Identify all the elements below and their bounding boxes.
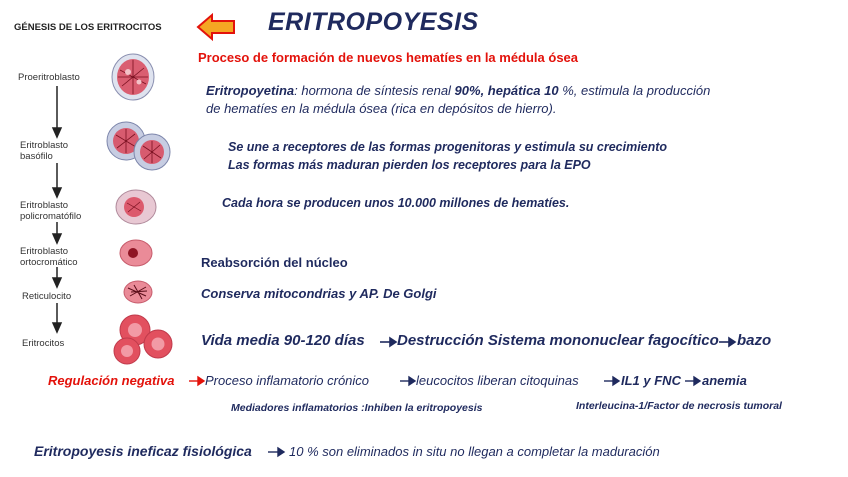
- ineffective-label: Eritropoyesis ineficaz fisiológica: [34, 443, 252, 459]
- production-text: Cada hora se producen unos 10.000 millones de hematíes.: [222, 196, 570, 210]
- stage-label-eritroblasto-basofilo: Eritroblasto basófilo: [20, 140, 69, 162]
- interleukin-text: Interleucina-1/Factor de necrosis tumoral: [576, 400, 782, 412]
- cell-eritroblasto-basofilo: [107, 122, 170, 170]
- lifespan-part-2: Destrucción Sistema mononuclear fagocítico: [397, 332, 719, 349]
- diagram-heading: GÉNESIS DE LOS ERITROCITOS: [14, 22, 162, 33]
- reabsorption-text: Reabsorción del núcleo: [201, 255, 348, 270]
- lifespan-part-1: Vida media 90-120 días: [201, 332, 365, 349]
- receptor-line-2: Las formas más maduran pierden los receptores para la EPO: [228, 158, 591, 172]
- pointer-arrow-icon: [198, 15, 234, 39]
- subtitle: Proceso de formación de nuevos hematíes en la médula ósea: [198, 50, 579, 65]
- epo-line-2: de hematíes en la médula ósea (rica en depósitos de hierro).: [206, 101, 557, 116]
- regulation-anemia: anemia: [702, 373, 747, 388]
- stage-label-eritroblasto-policromatofilo: Eritroblasto policromatófilo: [20, 200, 82, 222]
- cell-reticulocito: [124, 281, 152, 303]
- stage-label-reticulocito: Reticulocito: [22, 291, 72, 302]
- cell-eritroblasto-ortocromatico: [120, 240, 152, 266]
- regulation-text-1: Proceso inflamatorio crónico: [205, 373, 370, 388]
- stage-label-proeritroblasto: Proeritroblasto: [18, 72, 80, 83]
- mediators-text: Mediadores inflamatorios :Inhiben la eritropoyesis: [231, 402, 483, 414]
- cell-eritroblasto-policromatofilo: [116, 190, 156, 224]
- stage-label-eritrocitos: Eritrocitos: [22, 338, 65, 349]
- cell-proeritroblasto: [112, 54, 154, 100]
- regulation-text-2: leucocitos liberan citoquinas: [416, 373, 579, 388]
- lifespan-part-3: bazo: [737, 332, 772, 349]
- cell-eritrocitos: [114, 315, 172, 364]
- ineffective-text: 10 % son eliminados in situ no llegan a completar la maduración: [289, 444, 660, 459]
- epo-line-1: Eritropoyetina: hormona de síntesis renal 90%, hepática 10 %, estimula la producción: [206, 83, 711, 98]
- receptor-line-1: Se une a receptores de las formas progenitoras y estimula su crecimiento: [228, 140, 668, 154]
- regulation-cytokines: IL1 y FNC: [621, 373, 681, 388]
- stage-label-eritroblasto-ortocromatico: Eritroblasto ortocromático: [20, 246, 78, 268]
- page-title: ERITROPOYESIS: [268, 8, 479, 36]
- regulation-arrow-red: [189, 377, 204, 385]
- regulation-label: Regulación negativa: [48, 373, 175, 388]
- mitochondria-text: Conserva mitocondrias y AP. De Golgi: [201, 286, 437, 301]
